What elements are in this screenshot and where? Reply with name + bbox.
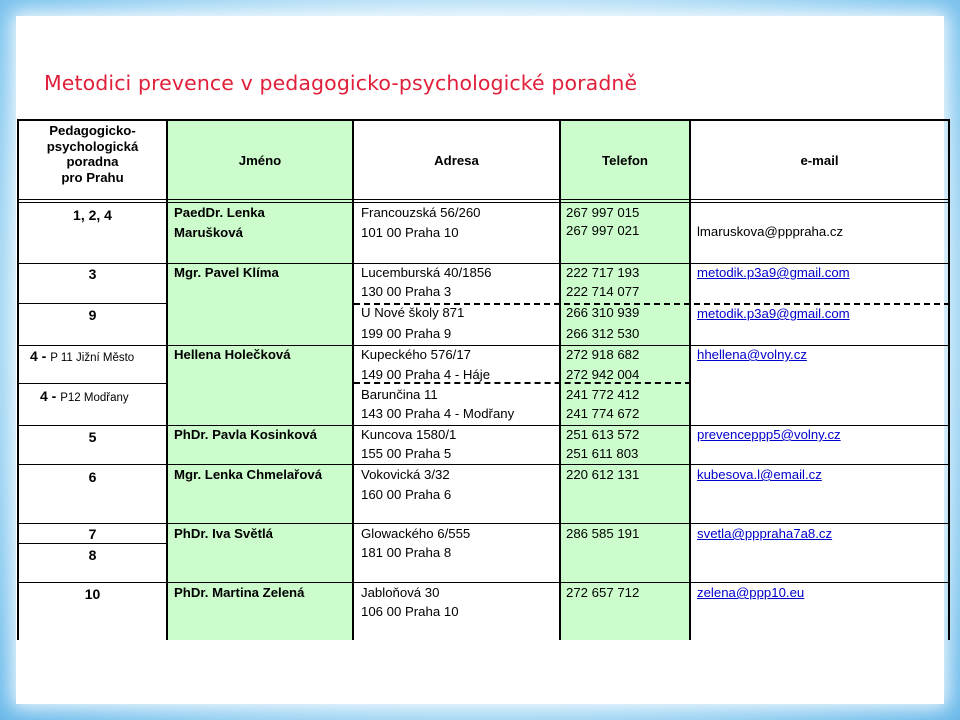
row-adresa: Kupeckého 576/17	[361, 347, 471, 362]
row-jmeno: PhDr. Iva Světlá	[174, 526, 273, 541]
grid-line-v	[166, 119, 168, 640]
row-telefon: 251 613 572	[566, 427, 640, 442]
row-adresa: 130 00 Praha 3	[361, 284, 452, 299]
slide-title: Metodici prevence v pedagogicko-psychologické poradně	[44, 71, 638, 95]
row-telefon: 272 942 004	[566, 367, 640, 382]
row-jmeno: PhDr. Martina Zelená	[174, 585, 305, 600]
grid-line-v	[559, 119, 561, 640]
row-poradna	[40, 386, 129, 408]
row-poradna: 8	[88, 547, 97, 563]
row-adresa: Francouzská 56/260	[361, 205, 481, 220]
row-adresa: 106 00 Praha 10	[361, 604, 459, 619]
row-telefon: 272 657 712	[566, 585, 640, 600]
row-telefon: 272 918 682	[566, 347, 640, 362]
grid-line-h	[17, 582, 950, 583]
row-email-link[interactable]: hhellena@volny.cz	[697, 347, 807, 362]
row-adresa: 155 00 Praha 5	[361, 446, 452, 461]
row-jmeno: Mgr. Lenka Chmelařová	[174, 467, 323, 482]
row-jmeno: Hellena Holečková	[174, 347, 291, 362]
row-email-link[interactable]: metodik.p3a9@gmail.com	[697, 265, 850, 280]
row-adresa: Jabloňová 30	[361, 585, 440, 600]
grid-line-v	[352, 119, 354, 640]
grid-line-h	[17, 119, 950, 121]
row-adresa: 101 00 Praha 10	[361, 225, 459, 240]
header-telefon: Telefon	[602, 153, 648, 168]
poradna-subtitle: P 11 Jižní Město	[50, 352, 135, 364]
grid-line-h	[17, 345, 950, 346]
row-adresa: Glowackého 6/555	[361, 526, 471, 541]
row-telefon: 267 997 021	[566, 223, 640, 238]
grid-line-h	[17, 199, 950, 200]
row-poradna: 9	[88, 307, 97, 323]
header-adresa: Adresa	[434, 153, 479, 168]
row-poradna	[30, 346, 134, 368]
row-poradna: 3	[88, 266, 97, 282]
row-email[interactable]: lmaruskova@pppraha.cz	[697, 224, 844, 239]
row-adresa: 143 00 Praha 4 - Modřany	[361, 406, 515, 421]
row-poradna: 1, 2, 4	[73, 207, 112, 223]
row-telefon: 220 612 131	[566, 467, 640, 482]
poradna-number: 4 -	[30, 348, 47, 364]
row-email-link[interactable]: metodik.p3a9@gmail.com	[697, 306, 850, 321]
row-email-link[interactable]: kubesova.l@email.cz	[697, 467, 822, 482]
row-adresa: 199 00 Praha 9	[361, 326, 452, 341]
header-jmeno: Jméno	[238, 153, 282, 168]
row-poradna: 10	[84, 586, 101, 602]
row-telefon: 241 774 672	[566, 406, 640, 421]
row-telefon: 286 585 191	[566, 526, 640, 541]
row-telefon: 267 997 015	[566, 205, 640, 220]
row-jmeno: PhDr. Pavla Kosinková	[174, 427, 317, 442]
row-telefon: 266 310 939	[566, 305, 640, 320]
poradna-number: 4 -	[40, 388, 57, 404]
row-telefon: 241 772 412	[566, 387, 640, 402]
row-poradna: 5	[88, 429, 97, 445]
row-email-link[interactable]: prevenceppp5@volny.cz	[697, 427, 841, 442]
grid-line-v	[948, 119, 950, 640]
row-jmeno: Marušková	[174, 225, 243, 240]
header-poradna: Pedagogicko- psychologická poradna pro Prahu	[46, 123, 139, 185]
row-adresa: 149 00 Praha 4 - Háje	[361, 367, 491, 382]
row-adresa: 181 00 Praha 8	[361, 545, 452, 560]
grid-line-h	[17, 383, 167, 384]
row-email-link[interactable]: zelena@ppp10.eu	[697, 585, 805, 600]
row-telefon: 222 714 077	[566, 284, 640, 299]
row-poradna: 6	[88, 469, 97, 485]
row-jmeno: PaedDr. Lenka	[174, 205, 265, 220]
row-jmeno: Mgr. Pavel Klíma	[174, 265, 279, 280]
row-telefon: 251 611 803	[566, 446, 639, 461]
row-adresa: Kuncova 1580/1	[361, 427, 457, 442]
row-adresa: Vokovická 3/32	[361, 467, 450, 482]
row-adresa: Barunčina 11	[361, 387, 438, 402]
row-adresa: U Nové školy 871	[361, 305, 465, 320]
row-telefon: 222 717 193	[566, 265, 640, 280]
grid-line-h	[17, 202, 950, 203]
row-adresa: 160 00 Praha 6	[361, 487, 452, 502]
row-email-link[interactable]: svetla@pppraha7a8.cz	[697, 526, 833, 541]
header-email: e-mail	[800, 153, 839, 168]
poradna-subtitle: P12 Modřany	[60, 392, 129, 404]
row-telefon: 266 312 530	[566, 326, 640, 341]
row-adresa: Lucemburská 40/1856	[361, 265, 492, 280]
grid-line-h	[17, 303, 167, 304]
grid-line-v	[689, 119, 691, 640]
contact-table	[16, 117, 951, 640]
row-poradna: 7	[88, 526, 97, 542]
